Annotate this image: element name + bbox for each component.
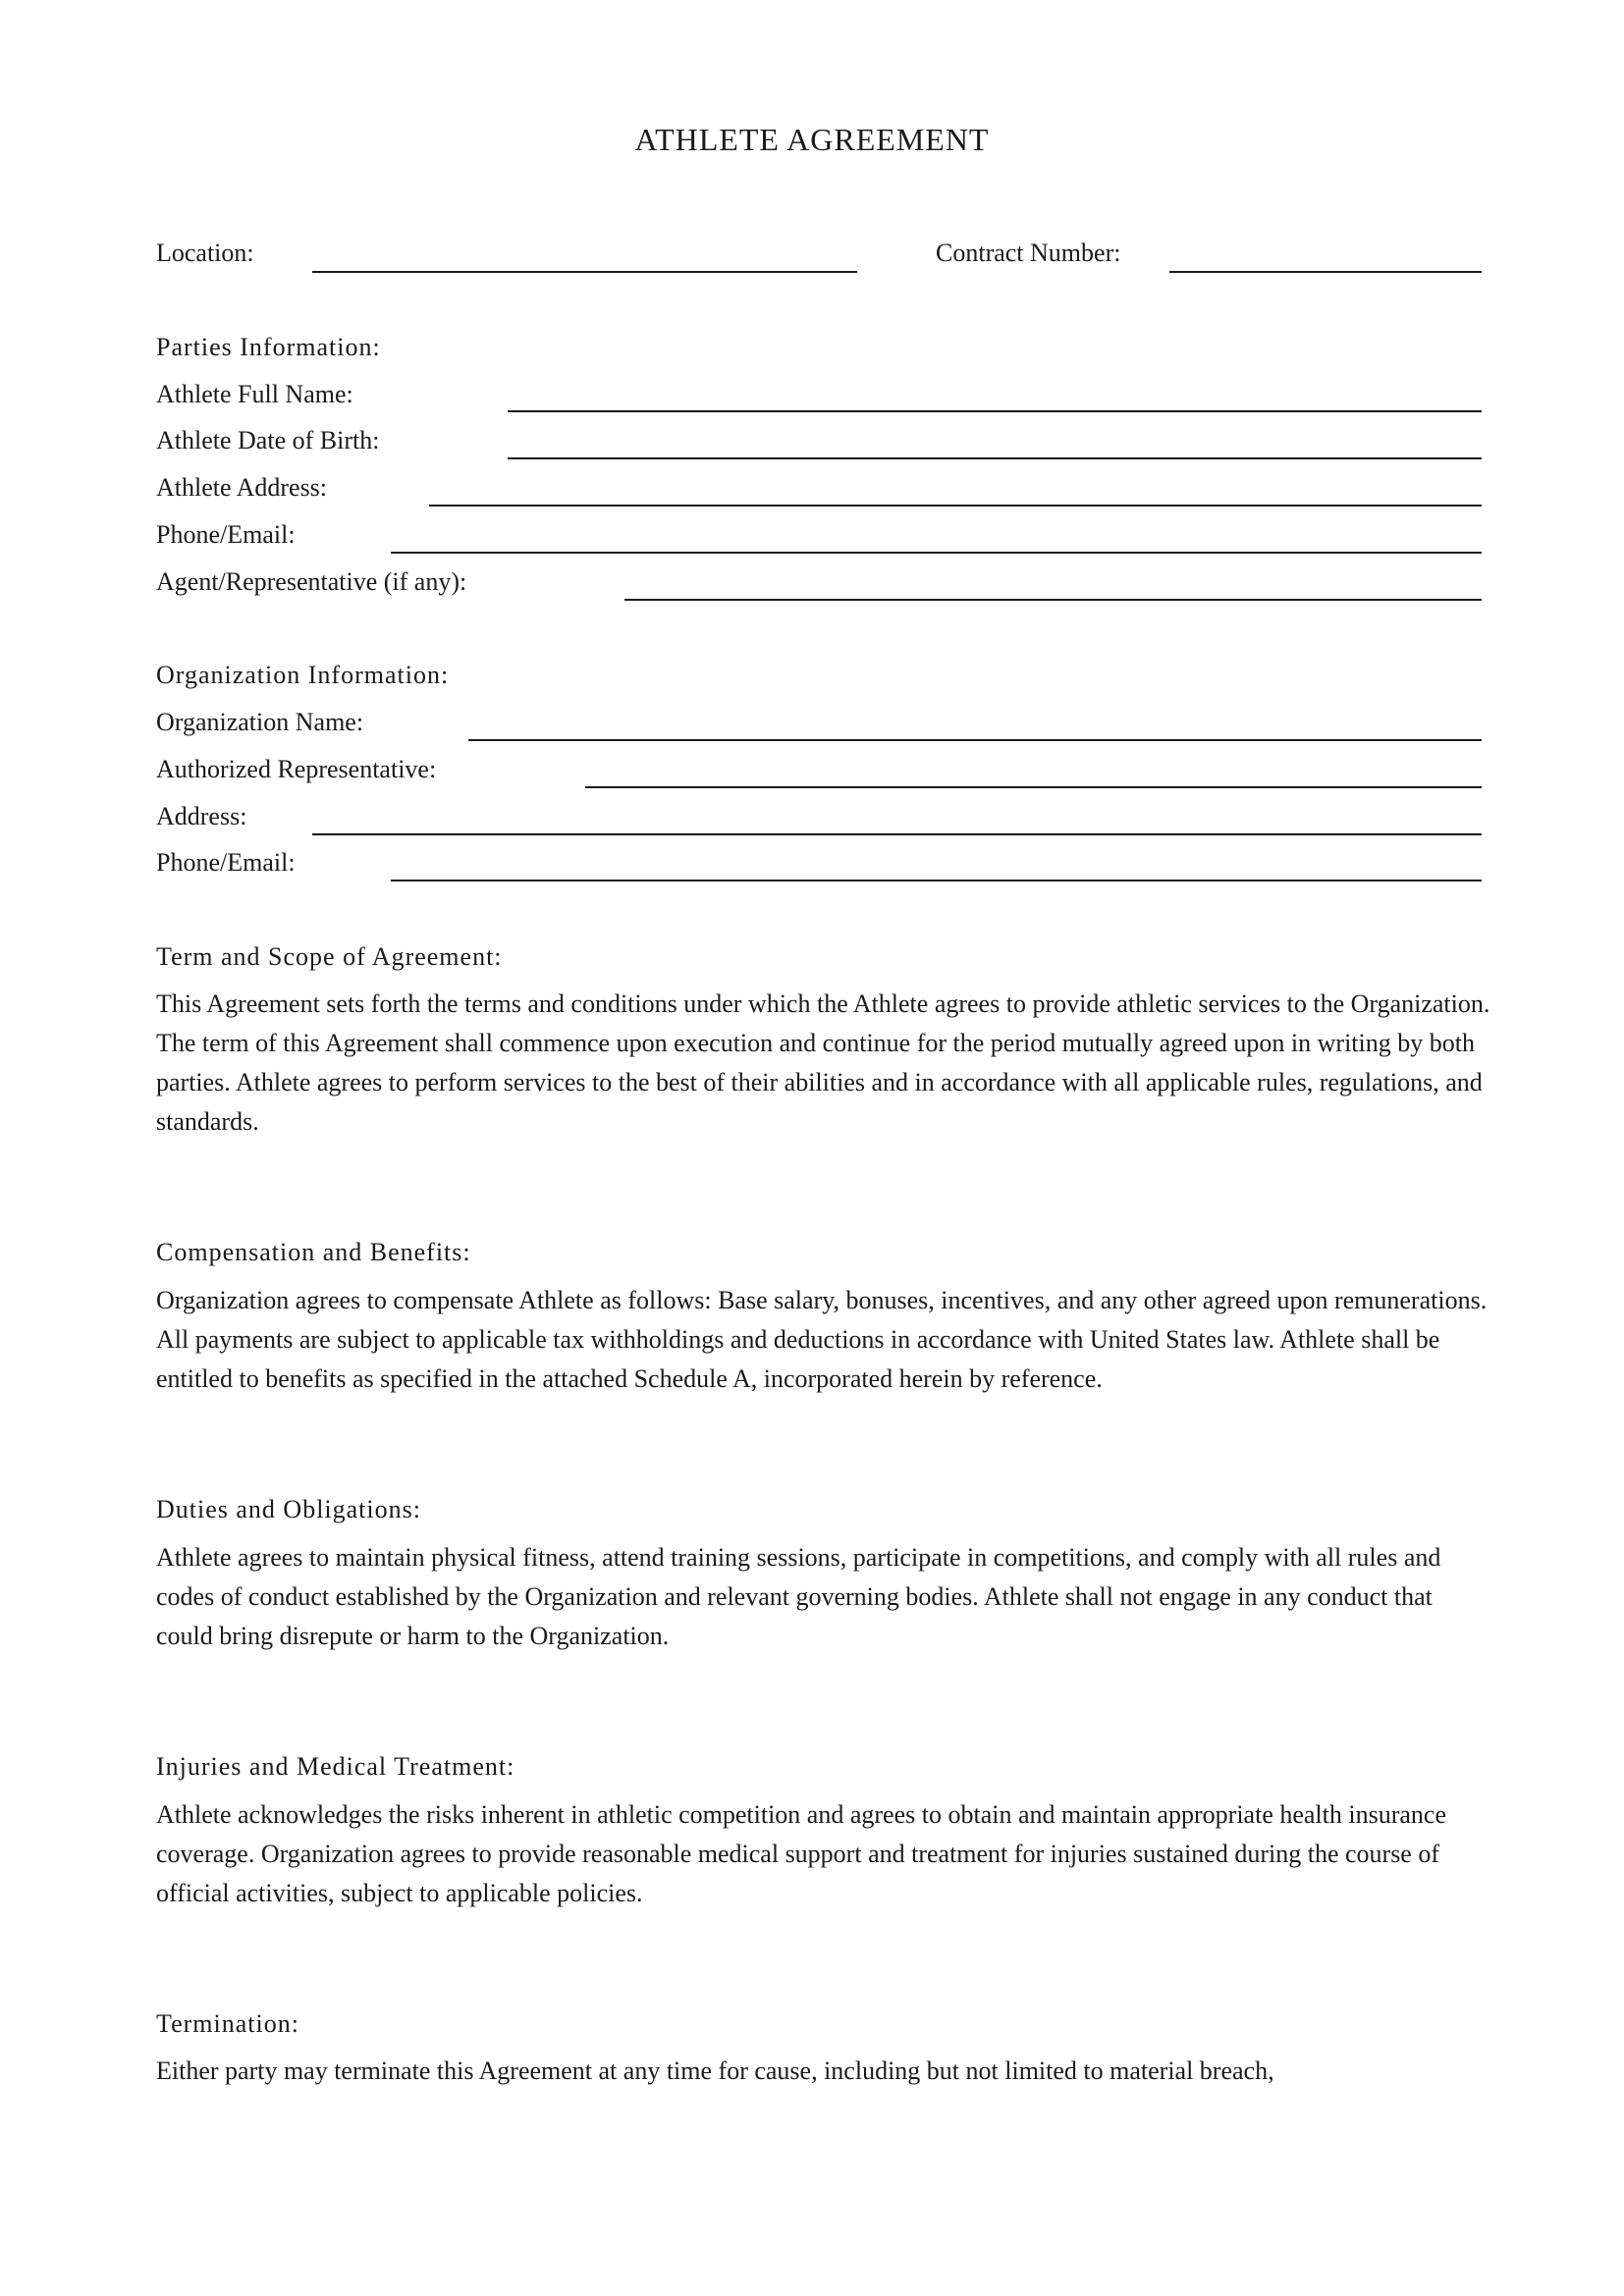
term-heading: Term and Scope of Agreement: <box>156 942 503 971</box>
athlete-phone-email-label: Phone/Email: <box>156 520 296 549</box>
athlete-address-label: Athlete Address: <box>156 473 328 502</box>
termination-body: Either party may terminate this Agreement at any time for cause, including but not limited to material breach, <box>156 2056 1274 2085</box>
termination-heading: Termination: <box>156 2009 299 2038</box>
compensation-body: Organization agrees to compensate Athlete as follows: Base salary, bonuses, incentives, and any other agreed upon remunerations. All payments are subject to applicable tax withholdings and deductions in accordance with United States law. Athlete shall be entitled to benefits as specified in the attached Schedule A, incorporated herein by reference. <box>156 1286 1488 1393</box>
organization-phone-email-label: Phone/Email: <box>156 848 296 877</box>
contract-number-label: Contract Number: <box>936 239 1121 267</box>
organization-name-field[interactable] <box>468 739 1482 741</box>
authorized-rep-label: Authorized Representative: <box>156 755 437 783</box>
organization-phone-email-field[interactable] <box>391 880 1482 881</box>
agent-label: Agent/Representative (if any): <box>156 567 467 596</box>
duties-heading: Duties and Obligations: <box>156 1495 421 1523</box>
injuries-heading: Injuries and Medical Treatment: <box>156 1752 515 1781</box>
organization-address-field[interactable] <box>312 833 1482 835</box>
athlete-phone-email-field[interactable] <box>391 552 1482 554</box>
location-field[interactable] <box>312 271 857 273</box>
agent-field[interactable] <box>624 599 1482 601</box>
athlete-full-name-label: Athlete Full Name: <box>156 380 353 408</box>
organization-name-label: Organization Name: <box>156 708 364 736</box>
organization-heading: Organization Information: <box>156 661 450 689</box>
athlete-full-name-field[interactable] <box>508 410 1482 412</box>
authorized-rep-field[interactable] <box>585 786 1482 788</box>
term-body: This Agreement sets forth the terms and conditions under which the Athlete agrees to provide athletic services to the Organization. The term of this Agreement shall commence upon execution and continue for the period mutually agreed upon in writing by both parties. Athlete agrees to perform services to the best of their abilities and in accordance with all applicable rules, regulations, and standards. <box>156 989 1490 1136</box>
compensation-heading: Compensation and Benefits: <box>156 1238 471 1266</box>
athlete-dob-label: Athlete Date of Birth: <box>156 426 380 454</box>
athlete-dob-field[interactable] <box>508 457 1482 459</box>
document-title: ATHLETE AGREEMENT <box>634 122 990 157</box>
location-label: Location: <box>156 239 254 267</box>
parties-heading: Parties Information: <box>156 333 381 361</box>
duties-body: Athlete agrees to maintain physical fitness, attend training sessions, participate in competitions, and comply with all rules and codes of conduct established by the Organization and relevant governing bodies. Athlete shall not engage in any conduct that could bring disrepute or harm to the Organization. <box>156 1543 1441 1650</box>
athlete-address-field[interactable] <box>429 505 1482 507</box>
contract-number-field[interactable] <box>1169 271 1482 273</box>
organization-address-label: Address: <box>156 802 247 830</box>
injuries-body: Athlete acknowledges the risks inherent in athletic competition and agrees to obtain and maintain appropriate health insurance coverage. Organization agrees to provide reasonable medical support and treatment for injuries sustained during the course of official activities, subject to applicable policies. <box>156 1800 1447 1907</box>
